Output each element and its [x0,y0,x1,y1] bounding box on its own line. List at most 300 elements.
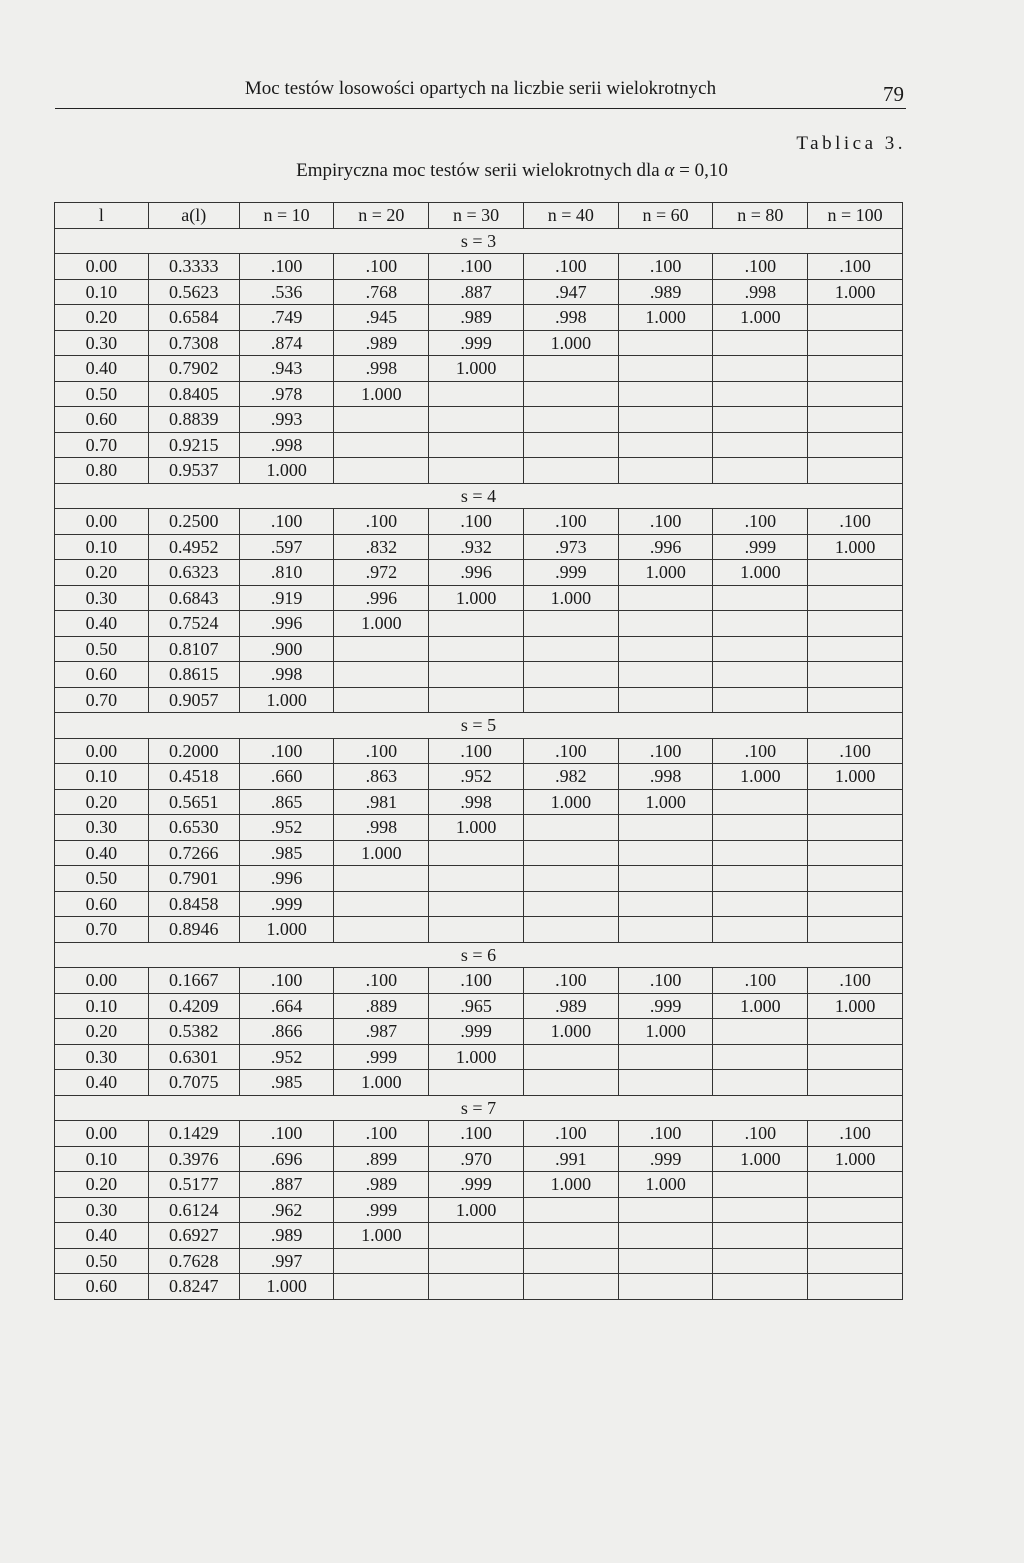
table-cell: 1.000 [618,789,713,815]
table-cell [523,687,618,713]
table-cell [808,815,903,841]
table-cell [808,560,903,586]
table-cell: 1.000 [523,1172,618,1198]
table-cell: .972 [334,560,429,586]
table-cell [523,636,618,662]
table-cell: 1.000 [429,585,524,611]
table-cell [713,815,808,841]
table-row [55,330,903,356]
table-cell [618,381,713,407]
table-cell: 1.000 [808,993,903,1019]
table-cell [523,815,618,841]
table-cell [713,866,808,892]
table-cell: .981 [334,789,429,815]
table-cell: 0.50 [55,381,149,407]
section-row [55,942,903,968]
table-row [55,1197,903,1223]
table-cell: .998 [618,764,713,790]
section-row [55,483,903,509]
table-cell: .887 [429,279,524,305]
table-cell [713,356,808,382]
table-cell: .989 [239,1223,334,1249]
table-cell: 1.000 [523,789,618,815]
table-cell [618,636,713,662]
table-cell: 1.000 [713,560,808,586]
table-cell [618,687,713,713]
table-cell [808,1070,903,1096]
table-cell: .952 [239,815,334,841]
table-cell: 0.8615 [148,662,239,688]
table-cell [523,891,618,917]
table-row [55,789,903,815]
table-cell: .100 [429,1121,524,1147]
table-row [55,305,903,331]
table-cell [713,789,808,815]
table-cell [713,330,808,356]
table-cell: .991 [523,1146,618,1172]
table-cell: .999 [713,534,808,560]
table-cell: 0.30 [55,1044,149,1070]
section-row [55,1095,903,1121]
table-cell [618,815,713,841]
table-cell: 0.5651 [148,789,239,815]
table-cell: .887 [239,1172,334,1198]
table-row [55,1172,903,1198]
table-cell [334,917,429,943]
table-cell [713,1044,808,1070]
table-cell [808,1197,903,1223]
table-cell: .996 [334,585,429,611]
table-row [55,381,903,407]
table-cell [808,662,903,688]
table-cell: .100 [713,509,808,535]
table-cell: 0.00 [55,254,149,280]
table-cell: 1.000 [713,993,808,1019]
table-cell: 0.9537 [148,458,239,484]
table-row [55,687,903,713]
table-cell: .100 [808,509,903,535]
table-row [55,432,903,458]
table-cell: 0.6927 [148,1223,239,1249]
table-row [55,1121,903,1147]
table-cell: 1.000 [429,1197,524,1223]
table-cell: 0.20 [55,1019,149,1045]
table-cell: 0.6843 [148,585,239,611]
table-cell: .866 [239,1019,334,1045]
table-cell: 0.50 [55,1248,149,1274]
table-row [55,917,903,943]
table-cell: 0.8946 [148,917,239,943]
table-cell: 1.000 [239,687,334,713]
table-cell: 1.000 [334,1070,429,1096]
table-cell [808,305,903,331]
table-cell: .100 [618,738,713,764]
column-header: n = 40 [523,203,618,229]
table-cell: .100 [334,509,429,535]
column-header: n = 10 [239,203,334,229]
table-cell [713,636,808,662]
table-cell: 0.20 [55,1172,149,1198]
table-cell: 0.1667 [148,968,239,994]
table-cell: 0.40 [55,1223,149,1249]
table-cell [713,458,808,484]
table-cell [713,432,808,458]
table-cell [618,585,713,611]
table-cell: 1.000 [808,534,903,560]
table-cell: 0.5177 [148,1172,239,1198]
table-cell: .998 [429,789,524,815]
table-cell: .999 [334,1197,429,1223]
table-cell [523,1197,618,1223]
table-cell: 1.000 [429,356,524,382]
table-cell: .989 [523,993,618,1019]
table-cell: 0.10 [55,534,149,560]
table-cell: .100 [523,254,618,280]
table-cell [808,687,903,713]
table-row [55,1248,903,1274]
table-cell [713,891,808,917]
table-cell: 0.4952 [148,534,239,560]
table-cell [713,611,808,637]
table-cell: 1.000 [239,458,334,484]
table-cell: .100 [523,738,618,764]
table-cell: .998 [713,279,808,305]
table-cell: .100 [239,254,334,280]
table-cell: .900 [239,636,334,662]
table-row [55,585,903,611]
table-cell [618,458,713,484]
table-cell: 1.000 [523,330,618,356]
table-cell [523,1070,618,1096]
table-cell: 1.000 [713,1146,808,1172]
table-cell [334,662,429,688]
table-cell: .100 [523,968,618,994]
table-cell: .989 [334,1172,429,1198]
table-cell [523,917,618,943]
table-cell: .100 [618,1121,713,1147]
table-row [55,1044,903,1070]
table-row [55,866,903,892]
table-cell: .832 [334,534,429,560]
table-cell: 1.000 [239,917,334,943]
table-cell [808,789,903,815]
table-cell: .952 [429,764,524,790]
table-cell [808,611,903,637]
table-cell: .945 [334,305,429,331]
table-cell: 0.40 [55,356,149,382]
table-cell: .996 [618,534,713,560]
table-cell: 0.9215 [148,432,239,458]
table-cell: .100 [618,254,713,280]
table-cell [334,891,429,917]
table-cell: 1.000 [618,1172,713,1198]
table-cell: .100 [808,254,903,280]
table-cell: 0.6323 [148,560,239,586]
table-cell [523,662,618,688]
table-cell: 0.50 [55,866,149,892]
table-row [55,891,903,917]
table-cell: 1.000 [334,1223,429,1249]
section-label: s = 4 [55,483,903,509]
table-cell: .996 [429,560,524,586]
table-cell [713,407,808,433]
section-label: s = 6 [55,942,903,968]
table-cell: 0.9057 [148,687,239,713]
table-cell: .999 [334,1044,429,1070]
table-cell: .996 [239,611,334,637]
table-row [55,662,903,688]
section-label: s = 3 [55,228,903,254]
table-cell [808,585,903,611]
table-row [55,279,903,305]
table-cell: 0.3333 [148,254,239,280]
table-cell: .100 [808,968,903,994]
table-cell: .768 [334,279,429,305]
table-cell: 0.60 [55,662,149,688]
table-row [55,1070,903,1096]
table-cell: .100 [334,254,429,280]
table-cell: 0.20 [55,305,149,331]
table-cell: .100 [808,1121,903,1147]
table-cell [808,917,903,943]
table-cell [713,1019,808,1045]
table-cell [713,840,808,866]
running-head [55,78,906,109]
table-cell [429,687,524,713]
table-cell: .664 [239,993,334,1019]
table-cell: .899 [334,1146,429,1172]
table-row [55,611,903,637]
table-cell [334,636,429,662]
table-cell: 0.40 [55,1070,149,1096]
table-cell [334,1274,429,1300]
table-cell: .998 [334,356,429,382]
caption-text: Empiryczna moc testów serii wielokrotnych dla [296,160,660,181]
table-cell: 0.2000 [148,738,239,764]
table-row [55,356,903,382]
table-cell: .536 [239,279,334,305]
table-cell: 1.000 [334,611,429,637]
table-cell [429,866,524,892]
table-cell: .973 [523,534,618,560]
table-cell [334,458,429,484]
table-cell [429,1223,524,1249]
table-cell [808,866,903,892]
table-cell [808,432,903,458]
table-cell: .100 [239,1121,334,1147]
table-cell: .749 [239,305,334,331]
table-cell: 1.000 [618,305,713,331]
table-cell: 0.8458 [148,891,239,917]
table-row [55,1146,903,1172]
table-cell: 0.4518 [148,764,239,790]
table-cell [713,585,808,611]
table-cell [713,662,808,688]
table-cell: .865 [239,789,334,815]
table-header-row [55,203,903,229]
table-cell [523,866,618,892]
table-cell [618,1197,713,1223]
table-cell: .999 [429,1019,524,1045]
table-cell: 0.60 [55,891,149,917]
table-cell [523,381,618,407]
table-cell [523,611,618,637]
table-row [55,1274,903,1300]
table-cell: 0.7901 [148,866,239,892]
table-cell: .987 [334,1019,429,1045]
table-row [55,636,903,662]
table-cell [808,636,903,662]
table-cell [334,687,429,713]
table-cell: 0.10 [55,1146,149,1172]
table-cell [618,917,713,943]
section-row [55,228,903,254]
table-cell [618,407,713,433]
table-cell: .863 [334,764,429,790]
table-cell [618,432,713,458]
table-cell: .982 [523,764,618,790]
table-cell: .952 [239,1044,334,1070]
table-cell [523,407,618,433]
table-cell: 0.8405 [148,381,239,407]
table-cell [618,356,713,382]
table-body [55,228,903,1299]
table-cell: .100 [429,509,524,535]
table-cell: .100 [713,254,808,280]
table-cell: 1.000 [429,815,524,841]
table-cell: .993 [239,407,334,433]
table-cell: 0.7075 [148,1070,239,1096]
table-cell [429,840,524,866]
table-cell: 0.60 [55,407,149,433]
table-cell: 1.000 [618,1019,713,1045]
table-cell: 1.000 [523,1019,618,1045]
table-cell: 1.000 [618,560,713,586]
table-cell: 0.7308 [148,330,239,356]
table-cell: 0.70 [55,917,149,943]
table-cell: 0.7628 [148,1248,239,1274]
section-label: s = 7 [55,1095,903,1121]
table-cell [808,407,903,433]
table-cell: 0.3976 [148,1146,239,1172]
table-cell [618,1223,713,1249]
table-row [55,534,903,560]
table-cell: .999 [239,891,334,917]
table-cell [334,866,429,892]
table-cell [334,432,429,458]
table-cell [429,917,524,943]
table-cell: .100 [239,968,334,994]
table-cell [808,1019,903,1045]
section-label: s = 5 [55,713,903,739]
table-cell: 1.000 [713,764,808,790]
caption-alpha-value: = 0,10 [679,160,728,181]
table-cell: .999 [618,1146,713,1172]
table-label: Tablica 3. [796,133,906,154]
table-cell: .985 [239,1070,334,1096]
table-row [55,458,903,484]
table-cell: 0.10 [55,279,149,305]
table-cell [808,458,903,484]
table-cell: .919 [239,585,334,611]
table-cell: .100 [523,509,618,535]
table-cell: 0.70 [55,687,149,713]
section-row [55,713,903,739]
table-cell: .970 [429,1146,524,1172]
table-cell: 0.7524 [148,611,239,637]
table-cell [713,381,808,407]
table-cell: 1.000 [808,1146,903,1172]
table-cell: 0.00 [55,509,149,535]
page-number: 79 [883,82,904,106]
table-cell: .985 [239,840,334,866]
table-cell [808,1248,903,1274]
table-cell: 1.000 [808,279,903,305]
column-header: l [55,203,149,229]
table-cell: .100 [523,1121,618,1147]
table-cell: 0.6584 [148,305,239,331]
table-row [55,993,903,1019]
table-cell: .100 [618,968,713,994]
column-header: n = 60 [618,203,713,229]
table-cell [808,840,903,866]
table-cell [808,330,903,356]
table-cell: .874 [239,330,334,356]
table-cell: .889 [334,993,429,1019]
table-cell [429,662,524,688]
table-cell: .696 [239,1146,334,1172]
table-cell [808,381,903,407]
table-cell: 1.000 [334,381,429,407]
table-cell [523,1274,618,1300]
table-cell [523,356,618,382]
caption-alpha-symbol: α [664,160,675,181]
table-cell: .999 [429,1172,524,1198]
table-cell: .100 [429,968,524,994]
table-cell: 0.8247 [148,1274,239,1300]
table-cell [713,1248,808,1274]
table-cell: .100 [713,1121,808,1147]
table-cell: 1.000 [523,585,618,611]
table-cell: 0.4209 [148,993,239,1019]
table-cell: 0.30 [55,330,149,356]
table-cell: 1.000 [808,764,903,790]
table-row [55,407,903,433]
table-cell: 0.00 [55,738,149,764]
table-cell: 0.10 [55,993,149,1019]
table-cell: 0.50 [55,636,149,662]
table-cell [808,1172,903,1198]
table-cell: .100 [618,509,713,535]
table-cell: 0.00 [55,968,149,994]
table-cell: 0.00 [55,1121,149,1147]
table-cell: .100 [239,509,334,535]
table-cell [429,611,524,637]
table-cell [618,891,713,917]
column-header: n = 80 [713,203,808,229]
table-cell [808,1274,903,1300]
table-cell: .965 [429,993,524,1019]
table-row [55,1019,903,1045]
table-cell: 0.8107 [148,636,239,662]
table-cell: 0.10 [55,764,149,790]
table-cell [523,1044,618,1070]
table-cell: .100 [334,1121,429,1147]
table-row [55,968,903,994]
table-cell [808,891,903,917]
column-header: n = 100 [808,203,903,229]
table-cell [618,1248,713,1274]
